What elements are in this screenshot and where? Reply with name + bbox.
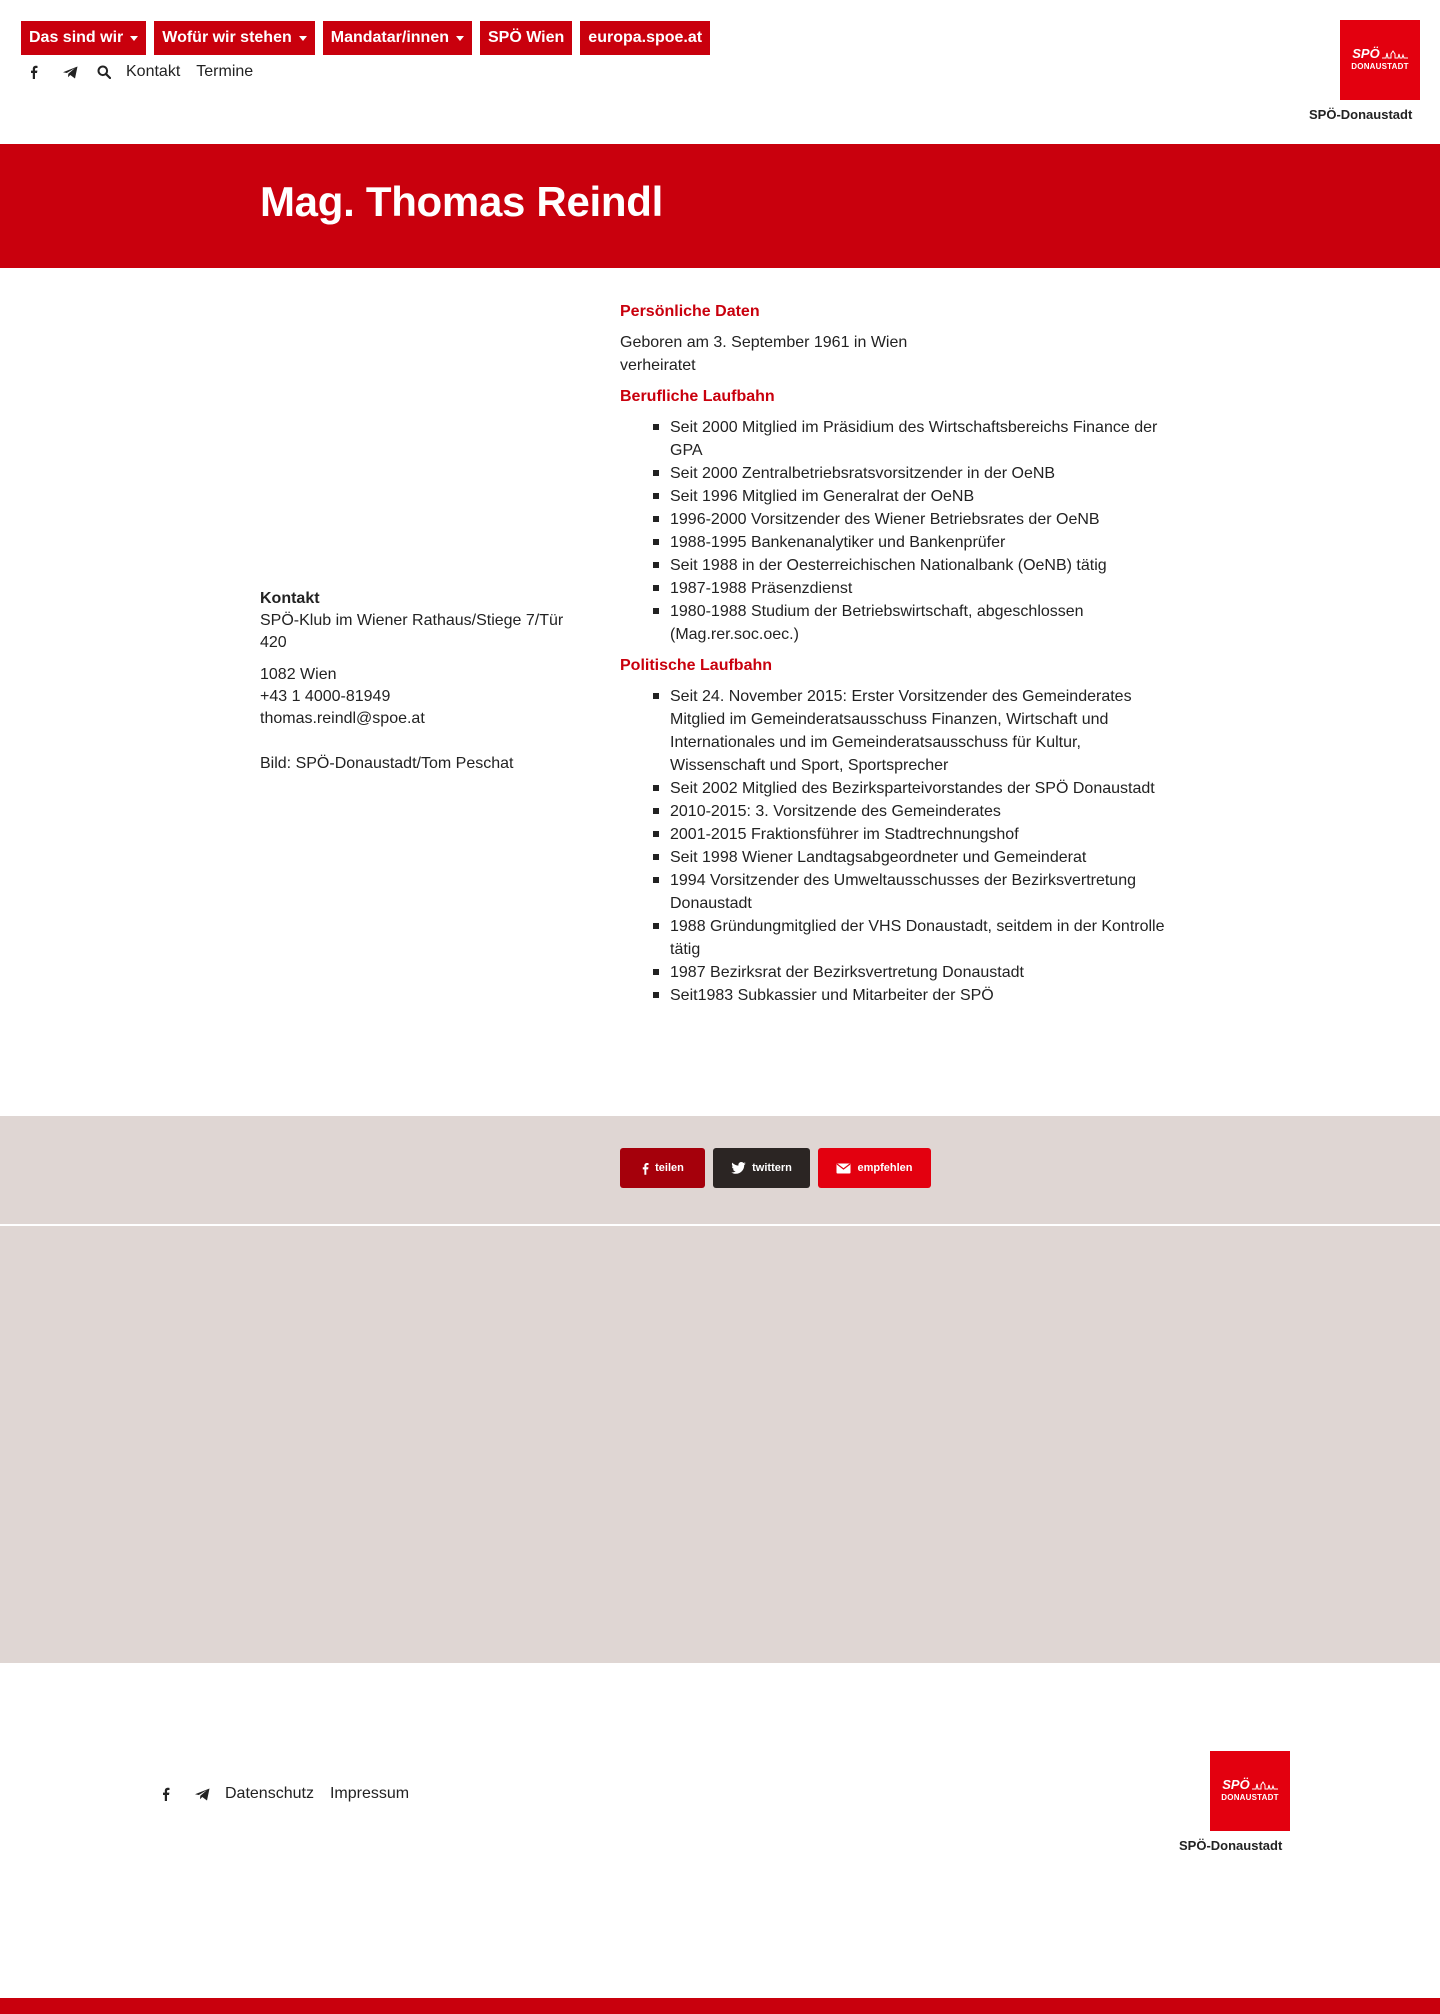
logo-line2: DONAUSTADT <box>1221 1793 1279 1802</box>
nav-label: Mandatar/innen <box>330 29 449 46</box>
logo-line1: SPÖ <box>1352 46 1380 61</box>
nav-europa[interactable] <box>580 21 710 55</box>
contact-block <box>260 588 580 775</box>
list-item: Seit 2000 Zentralbetriebsratsvorsitzender in der OeNB <box>670 462 1170 485</box>
link-datenschutz[interactable]: Datenschutz <box>225 1785 314 1802</box>
photo-credit: Bild: SPÖ-Donaustadt/Tom Peschat <box>260 755 514 772</box>
contact-address: SPÖ-Klub im Wiener Rathaus/Stiege 7/Tür 420 <box>260 612 564 651</box>
list-item: 1987 Bezirksrat der Bezirksvertretung Donaustadt <box>670 961 1170 984</box>
share-buttons <box>620 1148 931 1188</box>
title-banner <box>0 144 1440 268</box>
share-label: empfehlen <box>857 1162 913 1174</box>
contact-heading: Kontakt <box>260 590 320 607</box>
politics-heading: Politische Laufbahn <box>620 657 773 674</box>
footer-spoe-logo[interactable] <box>1210 1751 1290 1831</box>
site-header <box>0 0 1440 144</box>
link-kontakt[interactable]: Kontakt <box>126 63 181 80</box>
personal-born: Geboren am 3. September 1961 in Wien <box>620 334 908 351</box>
caret-down-icon <box>130 36 138 41</box>
list-item: 2001-2015 Fraktionsführer im Stadtrechnungshof <box>670 823 1170 846</box>
share-twitter-button[interactable] <box>713 1148 810 1188</box>
share-band <box>0 1116 1440 1224</box>
list-item: 1980-1988 Studium der Betriebswirtschaft, abgeschlossen (Mag.rer.soc.oec.) <box>670 600 1170 646</box>
link-termine[interactable]: Termine <box>196 63 254 80</box>
contact-email[interactable]: thomas.reindl@spoe.at <box>260 710 425 727</box>
facebook-icon[interactable] <box>24 60 58 84</box>
search-icon[interactable] <box>92 60 126 84</box>
facebook-icon[interactable] <box>157 1782 191 1806</box>
career-heading: Berufliche Laufbahn <box>620 388 775 405</box>
footer-nav <box>157 1782 425 1806</box>
contact-city: 1082 Wien <box>260 666 337 683</box>
list-item: 1988-1995 Bankenanalytiker und Bankenprüfer <box>670 531 1170 554</box>
spoe-logo[interactable] <box>1340 20 1420 100</box>
gray-section <box>0 1226 1440 1663</box>
twitter-icon <box>731 1162 746 1174</box>
nav-mandatarinnen[interactable] <box>323 21 472 55</box>
nav-label: Das sind wir <box>29 29 124 46</box>
page-title: Mag. Thomas Reindl <box>260 178 663 225</box>
footer-logo-caption: SPÖ-Donaustadt <box>1179 1838 1283 1853</box>
logo-caption: SPÖ-Donaustadt <box>1309 107 1413 122</box>
caret-down-icon <box>456 36 464 41</box>
telegram-icon[interactable] <box>191 1782 225 1806</box>
logo-line2: DONAUSTADT <box>1351 62 1409 71</box>
share-label: twittern <box>752 1162 792 1174</box>
contact-phone[interactable]: +43 1 4000-81949 <box>260 688 391 705</box>
bottom-bar <box>0 1998 1440 2014</box>
list-item: 1994 Vorsitzender des Umweltausschusses der Bezirksvertretung Donaustadt <box>670 869 1170 915</box>
list-item: Seit 2002 Mitglied des Bezirksparteivorstandes der SPÖ Donaustadt <box>670 777 1170 800</box>
list-item: Seit 1988 in der Oesterreichischen Nationalbank (OeNB) tätig <box>670 554 1170 577</box>
list-item: Seit 1996 Mitglied im Generalrat der OeNB <box>670 485 1170 508</box>
link-impressum[interactable]: Impressum <box>329 1785 410 1802</box>
nav-label: Wofür wir stehen <box>162 29 292 46</box>
sub-nav <box>24 60 269 84</box>
list-item: Seit 2000 Mitglied im Präsidium des Wirtschaftsbereichs Finance der GPA <box>670 416 1170 462</box>
list-item: Seit 1998 Wiener Landtagsabgeordneter und Gemeinderat <box>670 846 1170 869</box>
list-item: 1996-2000 Vorsitzender des Wiener Betriebsrates der OeNB <box>670 508 1170 531</box>
nav-das-sind-wir[interactable] <box>21 21 146 55</box>
main-nav <box>21 21 710 55</box>
logo-text <box>1222 1778 1277 1792</box>
logo-text <box>1352 47 1407 61</box>
list-item: Seit 24. November 2015: Erster Vorsitzender des Gemeinderates Mitglied im Gemeinderatsausschuss Finanzen, Wirtschaft und Internationales und im Gemeinderatsausschuss für Kultur, Wissenschaft und Sport, Sportsprecher <box>670 685 1170 777</box>
bio-block <box>620 300 1170 1015</box>
list-item: 2010-2015: 3. Vorsitzende des Gemeinderates <box>670 800 1170 823</box>
nav-wofuer-wir-stehen[interactable] <box>154 21 315 55</box>
personal-data <box>620 331 1170 377</box>
facebook-icon <box>641 1162 649 1175</box>
politics-list <box>620 685 1170 1007</box>
nav-spoe-wien[interactable] <box>480 21 572 55</box>
nav-label: SPÖ Wien <box>487 29 565 46</box>
mail-icon <box>836 1163 851 1174</box>
logo-line1: SPÖ <box>1222 1777 1250 1792</box>
share-email-button[interactable] <box>818 1148 931 1188</box>
personal-heading: Persönliche Daten <box>620 303 760 320</box>
list-item: Seit1983 Subkassier und Mitarbeiter der SPÖ <box>670 984 1170 1007</box>
telegram-icon[interactable] <box>58 60 92 84</box>
career-list <box>620 416 1170 646</box>
share-facebook-button[interactable] <box>620 1148 705 1188</box>
caret-down-icon <box>299 36 307 41</box>
list-item: 1988 Gründungmitglied der VHS Donaustadt, seitdem in der Kontrolle tätig <box>670 915 1170 961</box>
personal-status: verheiratet <box>620 357 696 374</box>
nav-label: europa.spoe.at <box>588 29 703 46</box>
list-item: 1987-1988 Präsenzdienst <box>670 577 1170 600</box>
share-label: teilen <box>655 1162 684 1174</box>
